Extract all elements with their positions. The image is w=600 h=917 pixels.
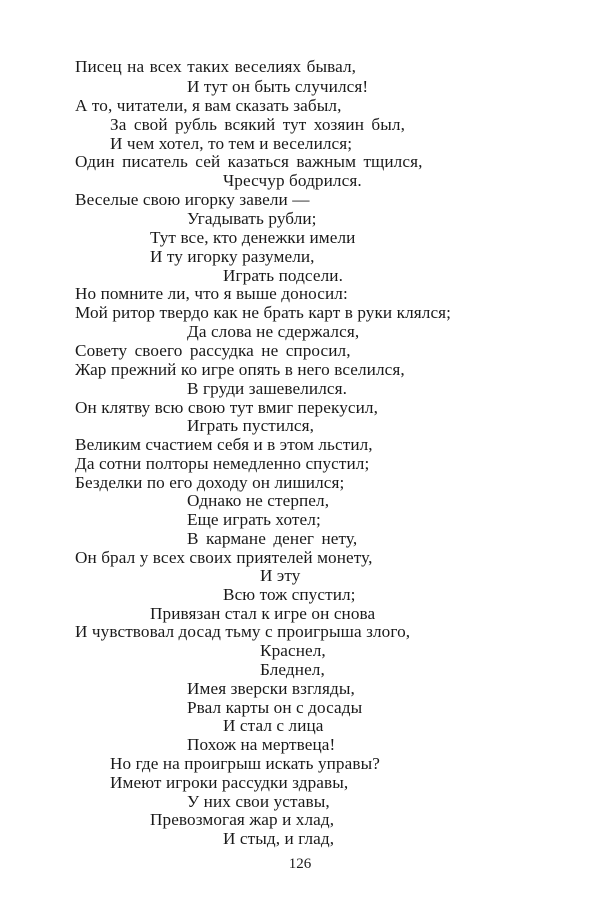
poem-line: Бледнел, [260,660,325,679]
poem-line: Безделки по его доходу он лишился; [75,473,345,492]
poem-line: Писец на всех таких веселиях бывал, [75,57,357,76]
poem-line: Да сотни полторы немедленно спустил; [75,454,370,473]
poem-line: Жар прежний ко игре опять в него вселился, [75,360,405,379]
poem-line: Имея зверски взгляды, [187,679,355,698]
poem-line: В кармане денег нету, [187,529,358,548]
poem-line: А то, читатели, я вам сказать забыл, [75,96,342,115]
poem-line: И стыд, и глад, [223,829,335,848]
poem-line: И ту игорку разумели, [150,247,315,266]
poem-line: Всю тож спустил; [223,585,356,604]
poem-line: И чувствовал досад тьму с проигрыша злого, [75,622,411,641]
poem-line: За свой рубль всякий тут хозяин был, [110,115,405,134]
poem-line: И чем хотел, то тем и веселился; [110,134,353,153]
poem-line: Один писатель сей казаться важным тщился, [75,152,423,171]
poem-line: Похож на мертвеца! [187,735,336,754]
poem-line: Чресчур бодрился. [223,171,362,190]
poem-line: Играть подсели. [223,266,343,285]
poem-line: Краснел, [260,641,326,660]
poem-line: Но где на проигрыш искать управы? [110,754,380,773]
poem-line: Угадывать рубли; [187,209,317,228]
poem-line: И тут он быть случился! [187,77,369,96]
poem-line: Да слова не сдержался, [187,322,360,341]
poem-line: Мой ритор твердо как не брать карт в руки клялся; [75,303,452,322]
poem-line: В груди зашевелился. [187,379,348,398]
poem-line: Превозмогая жар и хлад, [150,810,335,829]
poem-line: Он клятву всю свою тут вмиг перекусил, [75,398,378,417]
poem-line: Привязан стал к игре он снова [150,604,376,623]
poem-line: Еще играть хотел; [187,510,321,529]
poem-line: Совету своего рассудка не спросил, [75,341,351,360]
poem-line: Великим счастием себя и в этом льстил, [75,435,373,454]
poem-line: Однако не стерпел, [187,491,330,510]
poem-line: Имеют игроки рассудки здравы, [110,773,349,792]
page-number: 126 [288,856,312,872]
poem-line: Рвал карты он с досады [187,698,363,717]
poem-line: Веселые свою игорку завели — [75,190,310,209]
poem-line: Но помните ли, что я выше доносил: [75,284,348,303]
poem-line: И стал с лица [223,716,324,735]
poem-line: И эту [260,566,301,585]
poem-line: Тут все, кто денежки имели [150,228,356,247]
poem-line: Играть пустился, [187,416,315,435]
poem-line: У них свои уставы, [187,792,330,811]
poem-line: Он брал у всех своих приятелей монету, [75,548,373,567]
